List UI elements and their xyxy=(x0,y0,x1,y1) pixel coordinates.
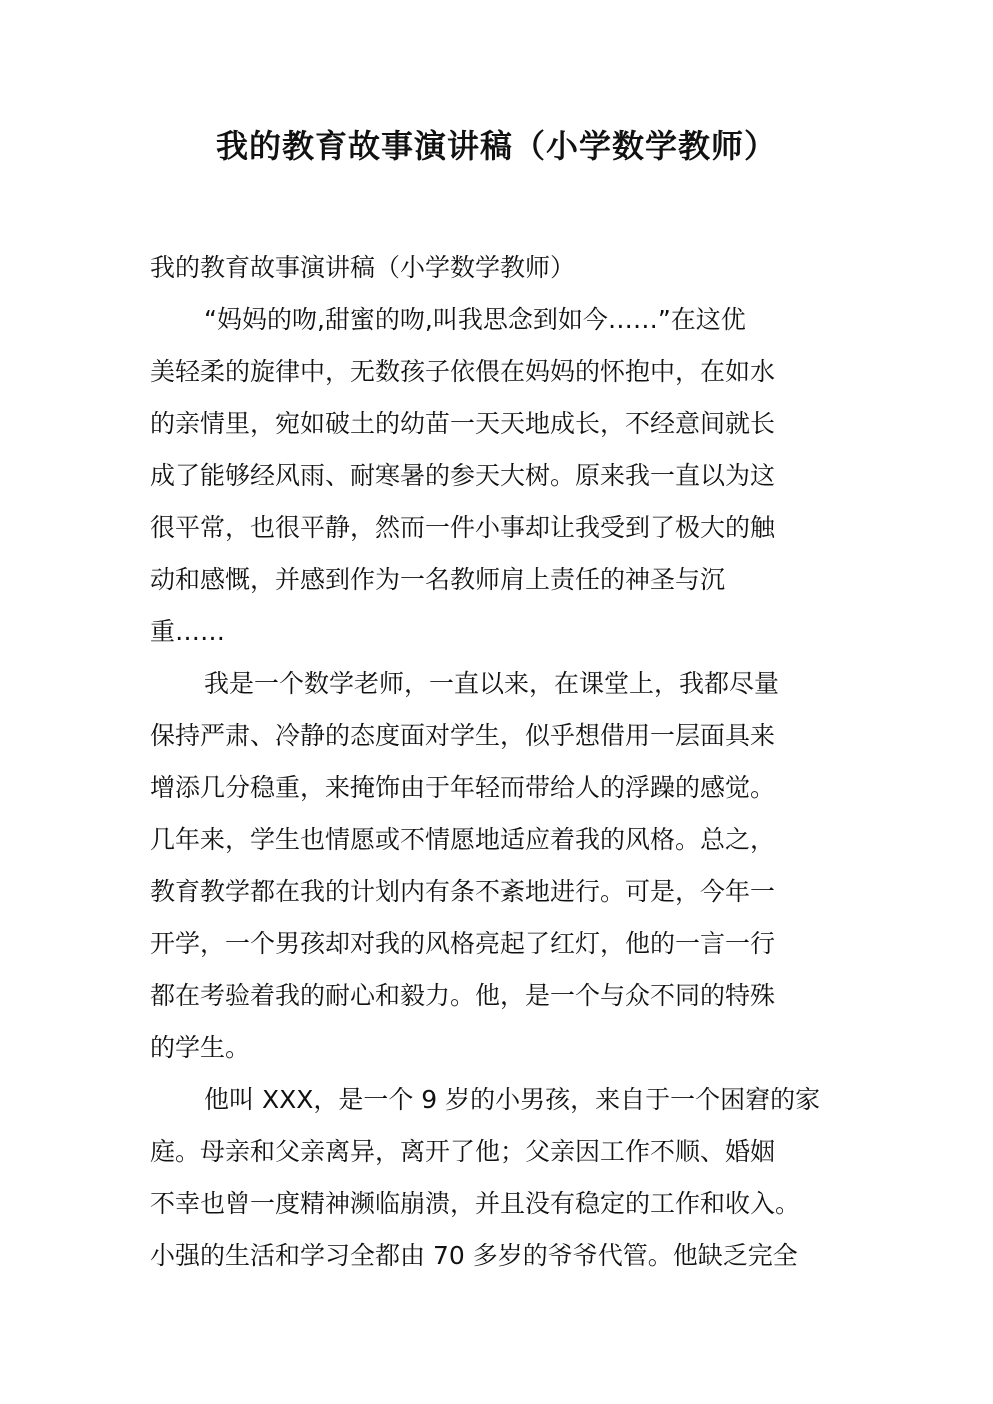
paragraph-1-line-5: 很平常，也很平静，然而一件小事却让我受到了极大的触 xyxy=(150,513,776,542)
paragraph-2-line-1: 我是一个数学老师，一直以来，在课堂上，我都尽量 xyxy=(204,669,780,698)
paragraph-1-line-2: 美轻柔的旋律中，无数孩子依偎在妈妈的怀抱中，在如水 xyxy=(150,357,776,386)
paragraph-2-line-3: 增添几分稳重，来掩饰由于年轻而带给人的浮躁的感觉。 xyxy=(150,773,776,802)
subtitle-line: 我的教育故事演讲稿（小学数学教师） xyxy=(150,253,576,282)
document-title: 我的教育故事演讲稿（小学数学教师） xyxy=(215,127,777,165)
paragraph-2-line-5: 教育教学都在我的计划内有条不紊地进行。可是，今年一 xyxy=(150,877,776,906)
paragraph-2-line-4: 几年来，学生也情愿或不情愿地适应着我的风格。总之， xyxy=(150,825,776,854)
paragraph-1-line-6: 动和感慨，并感到作为一名教师肩上责任的神圣与沉 xyxy=(150,565,726,594)
paragraph-1-line-7: 重…… xyxy=(150,617,226,646)
document-body xyxy=(150,242,850,1282)
paragraph-3-line-4: 小强的生活和学习全都由 70 多岁的爷爷代管。他缺乏完全 xyxy=(150,1241,798,1270)
paragraph-3-line-3: 不幸也曾一度精神濒临崩溃，并且没有稳定的工作和收入。 xyxy=(150,1189,801,1218)
paragraph-1-line-3: 的亲情里，宛如破土的幼苗一天天地成长，不经意间就长 xyxy=(150,409,776,438)
paragraph-2-line-2: 保持严肃、冷静的态度面对学生，似乎想借用一层面具来 xyxy=(150,721,776,750)
paragraph-1-line-4: 成了能够经风雨、耐寒暑的参天大树。原来我一直以为这 xyxy=(150,461,776,490)
paragraph-2-line-7: 都在考验着我的耐心和毅力。他，是一个与众不同的特殊 xyxy=(150,981,776,1010)
paragraph-2-line-6: 开学，一个男孩却对我的风格亮起了红灯，他的一言一行 xyxy=(150,929,776,958)
paragraph-1-line-1: “妈妈的吻,甜蜜的吻,叫我思念到如今……”在这优 xyxy=(204,305,746,334)
paragraph-2-line-8: 的学生。 xyxy=(150,1033,251,1062)
paragraph-3-line-1: 他叫 XXX，是一个 9 岁的小男孩，来自于一个困窘的家 xyxy=(204,1085,821,1114)
paragraph-3-line-2: 庭。母亲和父亲离异，离开了他；父亲因工作不顺、婚姻 xyxy=(150,1137,776,1166)
